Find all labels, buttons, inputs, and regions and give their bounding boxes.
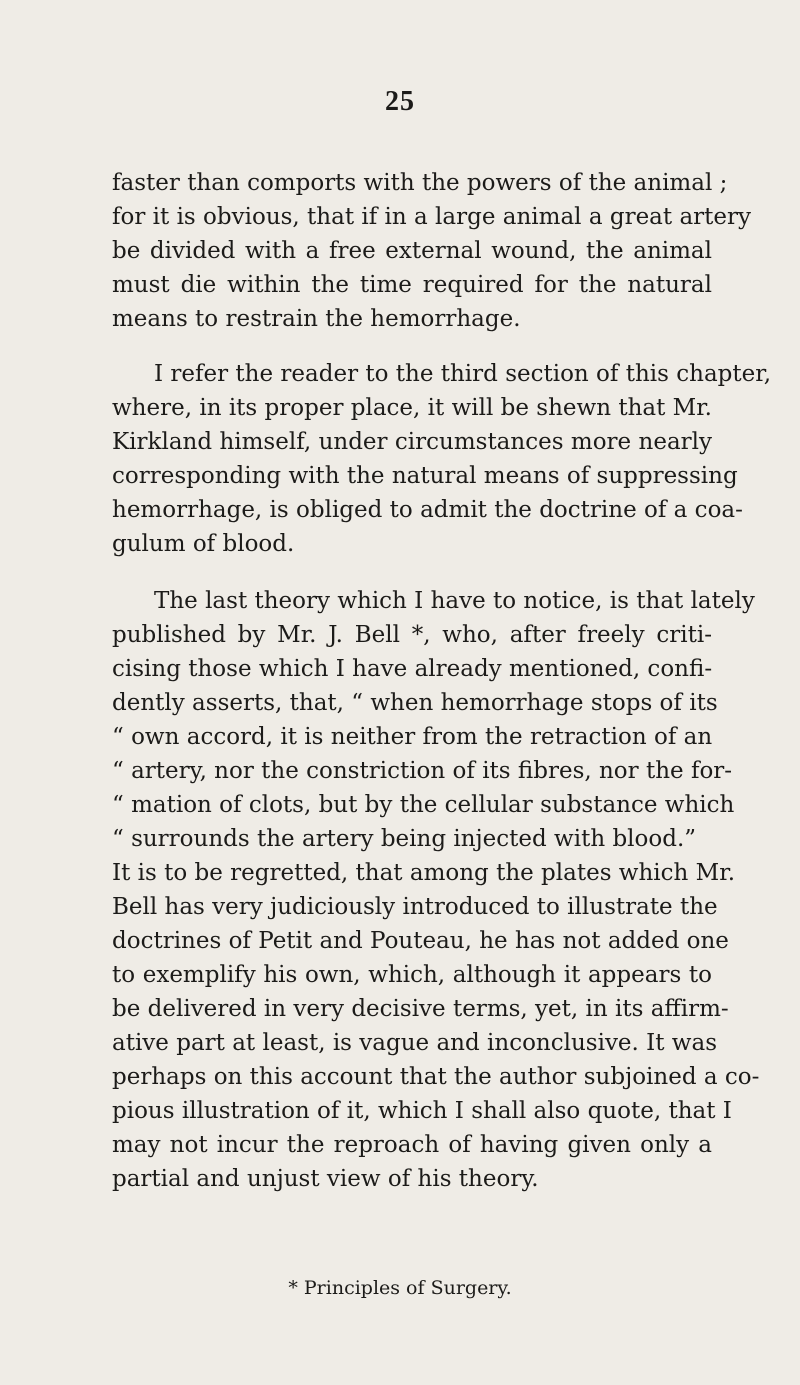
text-line: “ mation of clots, but by the cellular substance which <box>112 792 735 818</box>
text-line: doctrines of Petit and Pouteau, he has not added one <box>112 928 729 954</box>
text-line: perhaps on this account that the author subjoined a co- <box>112 1064 760 1090</box>
text-line: for it is obvious, that if in a large animal a great artery <box>112 204 752 230</box>
text-line: pious illustration of it, which I shall also quote, that I <box>112 1098 732 1124</box>
text-line: where, in its proper place, it will be shewn that Mr. <box>112 395 712 421</box>
text-line: gulum of blood. <box>112 531 295 557</box>
text-line: be divided with a free external wound, the animal <box>112 238 712 264</box>
text-line: may not incur the reproach of having given only a <box>112 1132 712 1158</box>
text-line: “ artery, nor the constriction of its fibres, nor the for- <box>112 758 733 784</box>
text-line: “ own accord, it is neither from the retraction of an <box>112 724 713 750</box>
text-line: It is to be regretted, that among the plates which Mr. <box>112 860 735 886</box>
text-line: The last theory which I have to notice, is that lately <box>154 588 755 614</box>
text-line: dently asserts, that, “ when hemorrhage stops of its <box>112 690 718 716</box>
text-line: corresponding with the natural means of suppressing <box>112 463 738 489</box>
text-line: partial and unjust view of his theory. <box>112 1166 539 1192</box>
text-line: “ surrounds the artery being injected with blood.” <box>112 826 697 852</box>
page-number: 25 <box>385 86 415 117</box>
text-line: must die within the time required for the natural <box>112 272 712 298</box>
footnote: * Principles of Surgery. <box>288 1277 512 1299</box>
text-line: hemorrhage, is obliged to admit the doctrine of a coa- <box>112 497 743 523</box>
text-line: be delivered in very decisive terms, yet, in its affirm- <box>112 996 729 1022</box>
text-line: faster than comports with the powers of the animal ; <box>112 170 728 196</box>
text-line: cising those which I have already mentioned, confi- <box>112 656 713 682</box>
text-line: published by Mr. J. Bell *, who, after freely criti- <box>112 622 712 648</box>
text-line: means to restrain the hemorrhage. <box>112 306 521 332</box>
text-line: to exemplify his own, which, although it appears to <box>112 962 712 988</box>
text-line: ative part at least, is vague and inconclusive. It was <box>112 1030 718 1056</box>
text-line: Bell has very judiciously introduced to illustrate the <box>112 894 718 920</box>
text-line: Kirkland himself, under circumstances more nearly <box>112 429 712 455</box>
text-line: I refer the reader to the third section of this chapter, <box>154 361 772 387</box>
